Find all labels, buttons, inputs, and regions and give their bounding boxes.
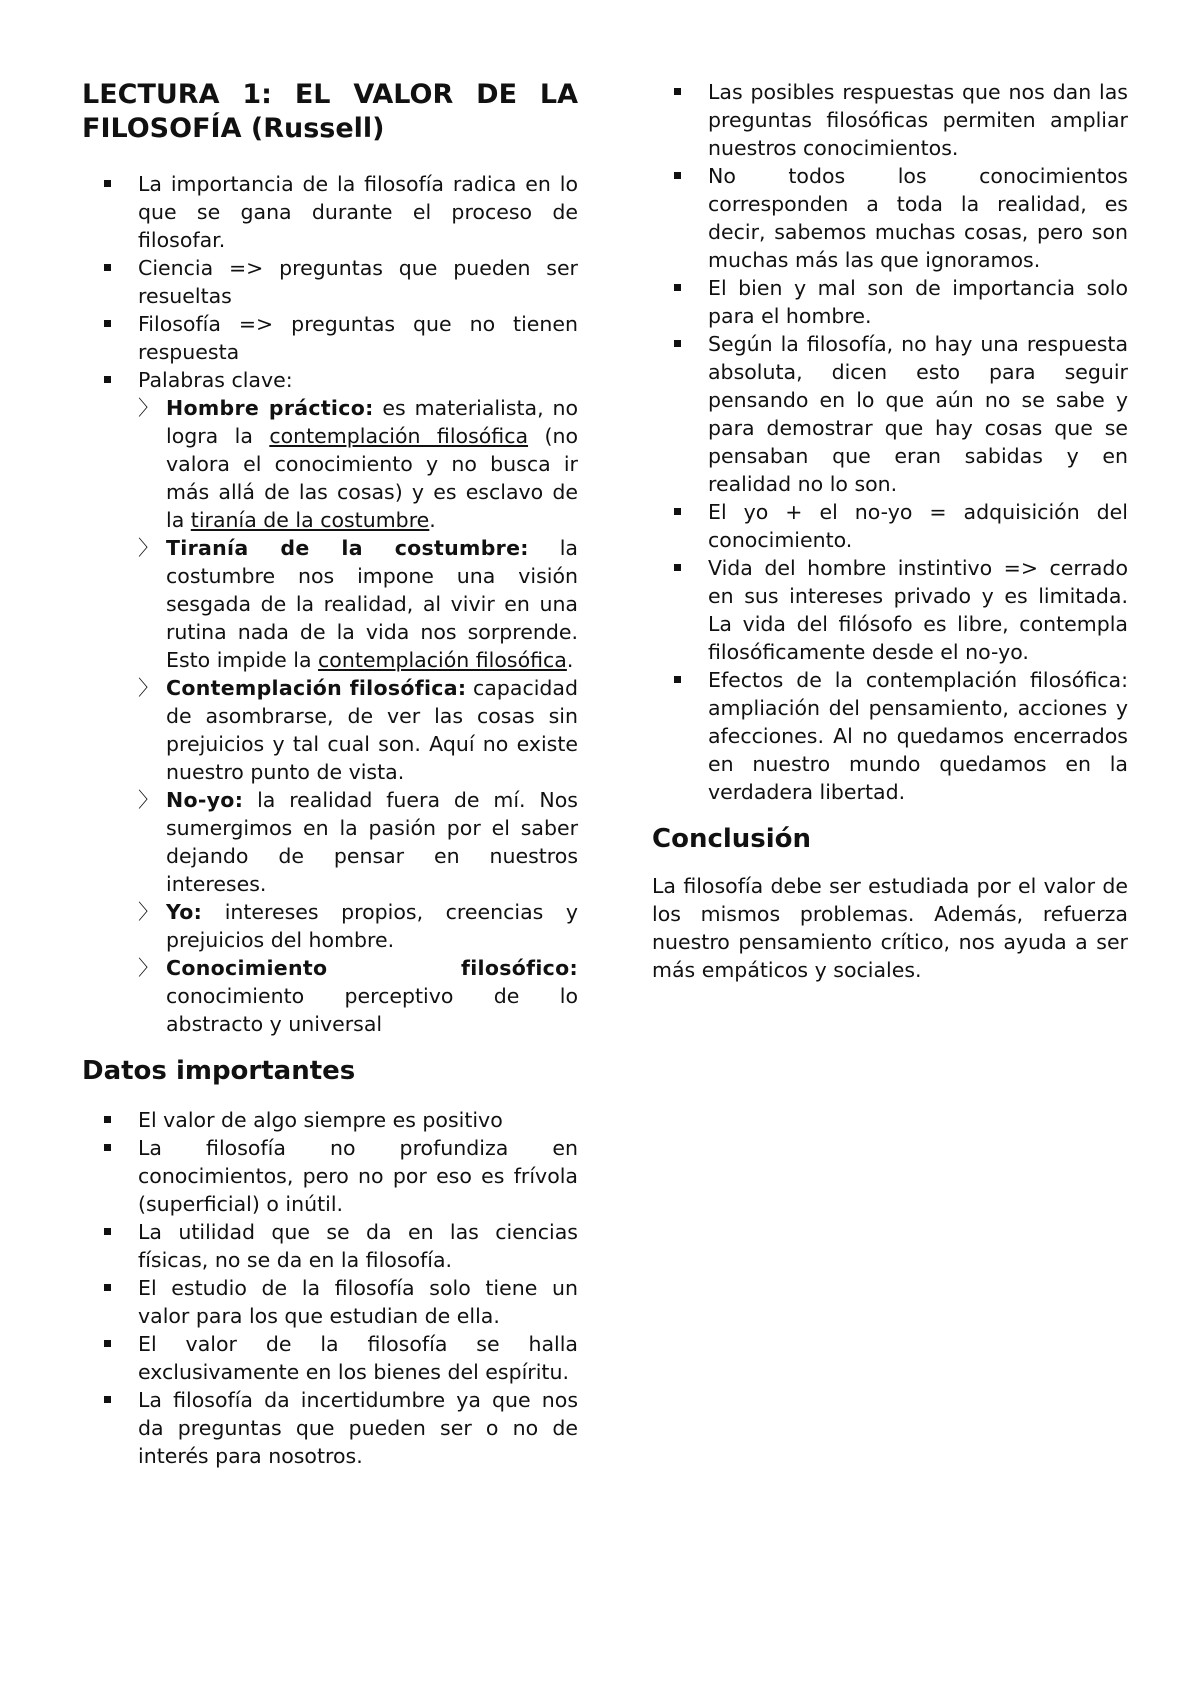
conclusion-section: [652, 822, 1128, 984]
left-column: [82, 78, 578, 1470]
keyword-text: (no valora el conocimiento y no busca ir más allá de las cosas) y es esclavo de la: [166, 424, 578, 532]
section-heading-datos: Datos importantes: [82, 1056, 356, 1086]
keyword-item-tirania: [138, 534, 578, 674]
document-title: LECTURA 1: EL VALOR DE LA FILOSOFÍA (Russell): [82, 79, 578, 144]
keyword-term: Yo:: [166, 900, 203, 924]
keyword-link-text: contemplación filosófica: [318, 648, 567, 672]
intro-bullet-list: [82, 170, 578, 1038]
list-item: La filosofía no profundiza en conocimientos, pero no por eso es frívola (superficial) o inútil.: [82, 1134, 578, 1218]
list-item: El valor de la filosofía se halla exclusivamente en los bienes del espíritu.: [82, 1330, 578, 1386]
list-item: El yo + el no-yo = adquisición del conocimiento.: [652, 498, 1128, 554]
list-item: El valor de algo siempre es positivo: [82, 1106, 578, 1134]
list-item: Ciencia => preguntas que pueden ser resueltas: [82, 254, 578, 310]
keyword-text: capacidad de asombrarse, de ver las cosas sin prejuicios y tal cual son. Aquí no existe nuestro punto de vista.: [166, 676, 578, 784]
list-item: Vida del hombre instintivo => cerrado en sus intereses privado y es limitada. La vida del filósofo es libre, contempla filosóficamente desde el no-yo.: [652, 554, 1128, 666]
arrow-icon: 〉: [138, 900, 159, 924]
list-item: La utilidad que se da en las ciencias físicas, no se da en la filosofía.: [82, 1218, 578, 1274]
list-item-keywords: [82, 366, 578, 1038]
keyword-term: No-yo:: [166, 788, 244, 812]
keyword-item-contemplacion: [138, 674, 578, 786]
list-item: No todos los conocimientos corresponden a toda la realidad, es decir, sabemos muchas cosas, pero son muchas más las que ignoramos.: [652, 162, 1128, 274]
keyword-list: [138, 394, 578, 1038]
keyword-item-yo: [138, 898, 578, 954]
section-heading-conclusion: Conclusión: [652, 824, 812, 854]
list-item: Efectos de la contemplación filosófica: ampliación del pensamiento, acciones y afecciones. Al no quedamos encerrados en nuestro mundo quedamos en la verdadera libertad.: [652, 666, 1128, 806]
keyword-text: .: [566, 648, 574, 672]
keyword-item-hombre-practico: [138, 394, 578, 534]
arrow-icon: 〉: [138, 536, 159, 560]
keyword-term: Tiranía de la costumbre:: [166, 536, 529, 560]
conclusion-paragraph: La filosofía debe ser estudiada por el valor de los mismos problemas. Además, refuerza nuestro pensamiento crítico, nos ayuda a ser más empáticos y sociales.: [652, 874, 1128, 982]
list-item: La importancia de la filosofía radica en lo que se gana durante el proceso de filosofar.: [82, 170, 578, 254]
keyword-text: .: [429, 508, 436, 532]
arrow-icon: 〉: [138, 676, 159, 700]
datos-section: [82, 1054, 578, 1470]
right-bullet-list: [652, 78, 1128, 806]
keyword-link-text: contemplación filosófica: [269, 424, 529, 448]
keyword-term: Hombre práctico:: [166, 396, 374, 420]
datos-bullet-list: [82, 1106, 578, 1470]
arrow-icon: 〉: [138, 396, 159, 420]
list-item: El bien y mal son de importancia solo para el hombre.: [652, 274, 1128, 330]
keyword-term: Conocimiento filosófico:: [166, 956, 578, 980]
arrow-icon: 〉: [138, 956, 159, 980]
keyword-link-text: tiranía de la costumbre: [190, 508, 430, 532]
list-item: Filosofía => preguntas que no tienen respuesta: [82, 310, 578, 366]
arrow-icon: 〉: [138, 788, 159, 812]
list-item: El estudio de la filosofía solo tiene un valor para los que estudian de ella.: [82, 1274, 578, 1330]
list-item: Las posibles respuestas que nos dan las preguntas filosóficas permiten ampliar nuestros conocimientos.: [652, 78, 1128, 162]
keyword-term: Contemplación filosófica:: [166, 676, 467, 700]
right-column: [652, 78, 1128, 984]
list-item: La filosofía da incertidumbre ya que nos da preguntas que pueden ser o no de interés para nosotros.: [82, 1386, 578, 1470]
list-item: Según la filosofía, no hay una respuesta absoluta, dicen esto para seguir pensando en lo que aún no se sabe y para demostrar que hay cosas que se pensaban que eran sabidas y en realidad no lo son.: [652, 330, 1128, 498]
keyword-item-no-yo: [138, 786, 578, 898]
keyword-text: conocimiento perceptivo de lo abstracto y universal: [166, 984, 578, 1036]
keyword-item-conocimiento: [138, 954, 578, 1038]
keyword-text: la realidad fuera de mí. Nos sumergimos en la pasión por el saber dejando de pensar en nuestros intereses.: [166, 788, 578, 896]
keyword-text: la costumbre nos impone una visión sesgada de la realidad, al vivir en una rutina nada de la vida nos sorprende. Esto impide la: [166, 536, 578, 672]
keyword-text: es materialista, no logra la: [166, 396, 578, 448]
keywords-label: Palabras clave:: [138, 368, 293, 392]
keyword-text: intereses propios, creencias y prejuicios del hombre.: [166, 900, 578, 952]
